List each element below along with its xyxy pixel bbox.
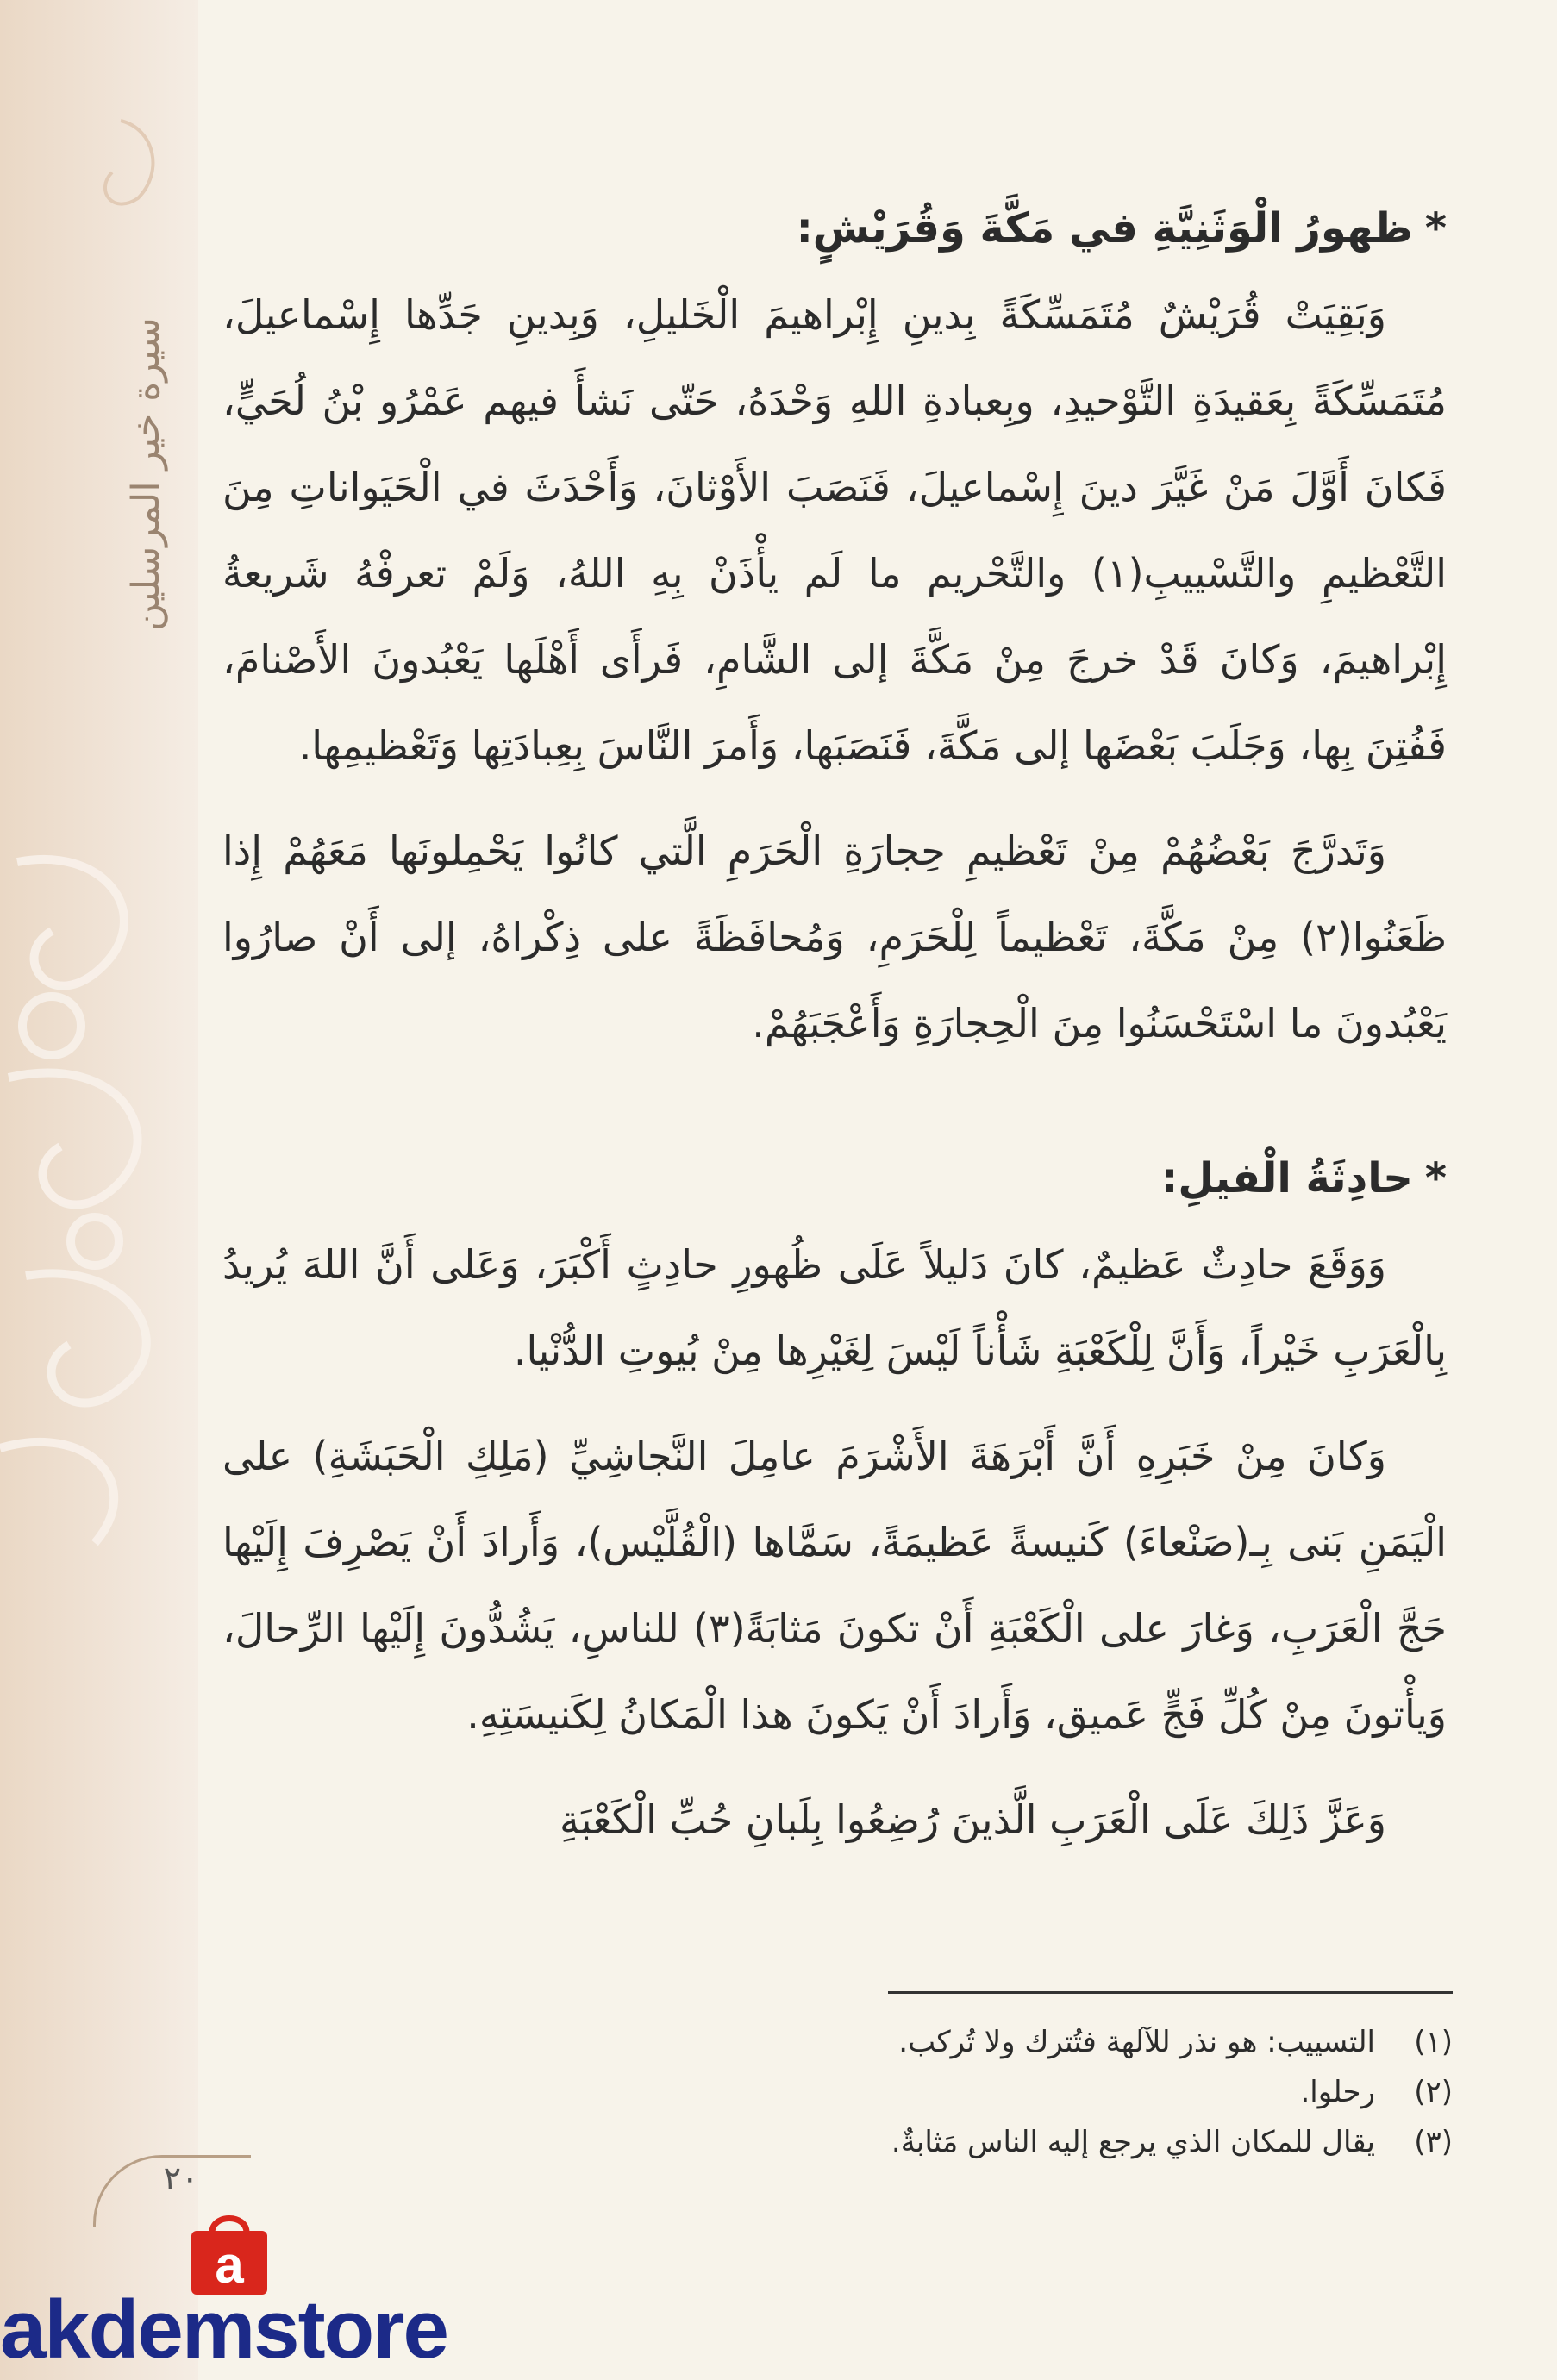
page-body xyxy=(222,185,1447,1882)
section-heading xyxy=(222,185,1447,272)
asterisk-icon: * xyxy=(1424,1154,1447,1202)
paragraph: وَعَزَّ ذَلِكَ عَلَى الْعَرَبِ الَّذينَ رُضِعُوا بِلَبانِ حُبِّ الْكَعْبَةِ xyxy=(560,1796,1386,1843)
footnote xyxy=(603,2067,1453,2117)
asterisk-icon: * xyxy=(1424,204,1447,253)
watermark-logo: akdemstore xyxy=(0,2283,447,2376)
section-heading xyxy=(222,1135,1447,1221)
footnote-number: (٢) xyxy=(1414,2075,1453,2109)
page-number: ٢٠ xyxy=(163,2159,199,2197)
paragraph: وَكانَ مِنْ خَبَرِهِ أَنَّ أَبْرَهَةَ الأَشْرَمَ عامِلَ النَّجاشِيِّ (مَلِكِ الْحَبَشَةِ) على الْيَمَنِ بَنى بِـ(صَنْعاءَ) كَنيسةً عَظيمَةً، سَمَّاها (الْقُلَّيْس)، وَأَرادَ أَنْ يَصْرِفَ إِلَيْها حَجَّ الْعَرَبِ، وَغارَ على الْكَعْبَةِ أَنْ تكونَ مَثابَةً(٣) للناسِ، يَشُدُّونَ إِلَيْها الرِّحالَ، وَيأْتونَ مِنْ كُلِّ فَجٍّ عَميق، وَأَرادَ أَنْ يَكونَ هذا الْمَكانُ لِكَنيسَتِهِ. xyxy=(222,1433,1447,1738)
heading-text: حادِثَةُ الْفيلِ: xyxy=(1161,1154,1413,1202)
footnote-text: رحلوا. xyxy=(1300,2075,1375,2109)
paragraph: وَبَقِيَتْ قُرَيْشٌ مُتَمَسِّكَةً بِدينِ إِبْراهيمَ الْخَليلِ، وَبِدينِ جَدِّها إِسْماعيلَ، مُتَمَسِّكَةً بِعَقيدَةِ التَّوْحيدِ، وبِعبادةِ اللهِ وَحْدَهُ، حَتّى نَشأَ فيهم عَمْرُو بْنُ لُحَيٍّ، فَكانَ أَوَّلَ مَنْ غَيَّرَ دينَ إِسْماعيلَ، فَنَصَبَ الأَوْثانَ، وَأَحْدَثَ في الْحَيَواناتِ مِنَ التَّعْظيمِ والتَّسْييبِ(١) والتَّحْريم ما لَم يأْذَنْ بِهِ اللهُ، وَلَمْ تعرفْهُ شَريعةُ إِبْراهيمَ، وَكانَ قَدْ خرجَ مِنْ مَكَّةَ إلى الشَّامِ، فَرأَى أَهْلَها يَعْبُدونَ الأَصْنامَ، فَفُتِنَ بِها، وَجَلَبَ بَعْضَها إلى مَكَّةَ، فَنَصَبَها، وَأَمرَ النَّاسَ بِعِبادَتِها وَتَعْظيمِها. xyxy=(222,291,1448,769)
running-title: سيرة خير المرسلين xyxy=(124,317,168,631)
footnote-text: يقال للمكان الذي يرجع إليه الناس مَثابةٌ. xyxy=(891,2125,1375,2159)
paragraph: وَوَقَعَ حادِثٌ عَظيمٌ، كانَ دَليلاً عَلَى ظُهورِ حادِثٍ أَكْبَرَ، وَعَلى أَنَّ اللهَ يُريدُ بِالْعَرَبِ خَيْراً، وَأَنَّ لِلْكَعْبَةِ شَأْناً لَيْسَ لِغَيْرِها مِنْ بُيوتِ الدُّنْيا. xyxy=(222,1241,1447,1374)
footnote-number: (٣) xyxy=(1414,2125,1453,2159)
footnote xyxy=(603,2117,1453,2167)
paragraph: وَتَدرَّجَ بَعْضُهُمْ مِنْ تَعْظيمِ حِجارَةِ الْحَرَمِ الَّتي كانُوا يَحْمِلونَها مَعَهُمْ إِذا ظَعَنُوا(٢) مِنْ مَكَّةَ، تَعْظيماً لِلْحَرَمِ، وَمُحافَظَةً على ذِكْراهُ، إلى أَنْ صارُوا يَعْبُدونَ ما اسْتَحْسَنُوا مِنَ الْحِجارَةِ وَأَعْجَبَهُمْ. xyxy=(222,828,1447,1046)
heading-text: ظهورُ الْوَثَنِيَّةِ في مَكَّةَ وَقُرَيْشٍ: xyxy=(796,204,1413,253)
footnotes xyxy=(603,2017,1453,2167)
footnote-text: التسييب: هو نذر للآلهة فتُترك ولا تُركب. xyxy=(898,2025,1375,2059)
footnote xyxy=(603,2017,1453,2067)
footnote-divider xyxy=(888,1991,1453,1994)
footnote-number: (١) xyxy=(1414,2025,1453,2059)
logo-letter: a xyxy=(215,2236,244,2294)
